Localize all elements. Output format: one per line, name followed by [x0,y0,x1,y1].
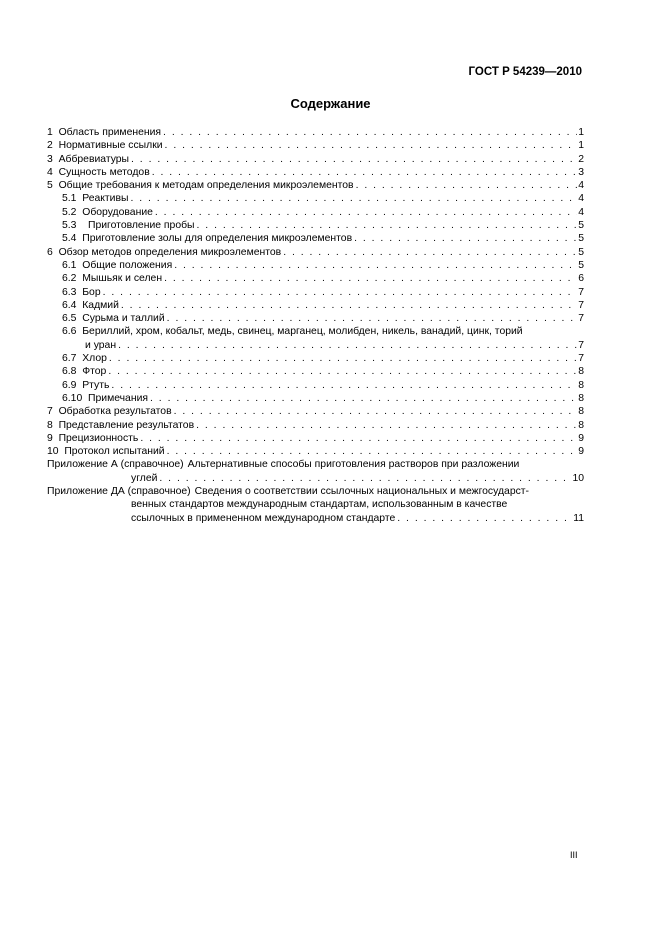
leader-dots [152,166,578,179]
leader-dots [150,392,577,405]
leader-dots [109,352,577,365]
toc-number: 5 [47,180,53,192]
toc-page: 4 [578,206,584,218]
toc-entry[interactable] [47,299,584,312]
document-code: ГОСТ Р 54239—2010 [468,66,582,78]
appendix-entry-continuation[interactable] [47,472,584,485]
toc-number: 6.5 [62,313,77,325]
toc-entry[interactable] [47,445,584,458]
toc-page: 7 [578,299,584,311]
leader-dots [118,339,577,352]
toc-page: 7 [578,313,584,325]
toc-title: Представление результатов [58,419,195,431]
toc-page: 4 [578,193,584,205]
leader-dots [108,365,577,378]
leader-dots [159,472,571,485]
toc-title: Общие требования к методам определения микроэлементов [58,180,354,192]
toc-entry[interactable] [47,179,584,192]
toc-title: Примечания [88,392,149,404]
toc-entry[interactable] [47,379,584,392]
appendix-entry[interactable] [47,458,584,471]
toc-number: 6.3 [62,286,77,298]
toc-number: 6.2 [62,273,77,285]
appendix-entry[interactable] [47,485,584,498]
leader-dots [163,126,577,139]
leader-dots [354,232,577,245]
toc-title: Протокол испытаний [64,446,165,458]
toc-entry[interactable] [47,286,584,299]
toc-number: 2 [47,140,53,152]
toc-title: Бериллий, хром, кобальт, медь, свинец, марганец, молибден, никель, ванадий, цинк, торий [82,326,523,338]
toc-entry[interactable] [47,259,584,272]
toc-title-continuation: и уран [85,339,117,351]
toc-title: Кадмий [82,299,119,311]
toc-title: Нормативные ссылки [58,140,163,152]
leader-dots [130,192,577,205]
toc-entry-continuation[interactable] [47,339,584,352]
toc-page: 7 [578,339,584,351]
toc-entry[interactable] [47,432,584,445]
toc-number: 3 [47,153,53,165]
toc-entry[interactable] [47,126,584,139]
page-title: Содержание [290,96,371,111]
toc-title: Аббревиатуры [58,153,130,165]
toc-page: 8 [578,366,584,378]
toc-number: 6.9 [62,379,77,391]
toc-title: Бор [82,286,101,298]
toc-number: 6.7 [62,353,77,365]
toc-entry[interactable] [47,419,584,432]
toc-page: 3 [578,166,584,178]
leader-dots [103,286,578,299]
toc-page: 5 [578,246,584,258]
toc-entry[interactable] [47,232,584,245]
appendix-title-line: углей [131,472,158,484]
toc-title: Приготовление пробы [82,220,195,232]
toc-page: 10 [572,472,584,484]
leader-dots [155,206,577,219]
toc-title: Обработка результатов [58,406,172,418]
appendix-title-line: венных стандартов международным стандартам, использованным в качестве [131,499,508,511]
leader-dots [167,312,578,325]
appendix-title-line: Сведения о соответствии ссылочных национальных и межгосударст- [194,486,530,498]
toc-title: Хлор [82,353,107,365]
toc-number: 6.10 [62,392,83,404]
toc-title: Область применения [58,127,162,138]
toc-number: 5.1 [62,193,77,205]
toc-entry[interactable] [47,246,584,259]
toc-page: 8 [578,379,584,391]
toc-entry[interactable] [47,352,584,365]
toc-title: Мышьяк и селен [82,273,163,285]
toc-entry[interactable] [47,219,584,232]
toc-page: 5 [578,233,584,245]
toc-entry[interactable] [47,365,584,378]
toc-page: 6 [578,273,584,285]
toc-title: Фтор [82,366,107,378]
toc-title: Обзор методов определения микроэлементов [58,246,282,258]
leader-dots [165,139,578,152]
toc-number: 5.2 [62,206,77,218]
leader-dots [196,419,577,432]
appendix-label: Приложение А (справочное) [47,459,184,471]
toc-page: 8 [578,419,584,431]
toc-page: 9 [578,446,584,458]
leader-dots [121,299,577,312]
toc-entry[interactable] [47,312,584,325]
toc-page: 7 [578,353,584,365]
appendix-title-line: Альтернативные способы приготовления растворов при разложении [187,459,520,471]
toc-number: 5.4 [62,233,77,245]
toc-entry[interactable] [47,139,584,152]
toc-page: 4 [578,180,584,192]
toc-page: 1 [578,127,584,138]
leader-dots [174,405,578,418]
leader-dots [111,379,577,392]
toc-number: 6.1 [62,259,77,271]
leader-dots [197,219,578,232]
toc-number: 5.3 [62,220,77,232]
toc-entry[interactable] [47,405,584,418]
toc-number: 8 [47,419,53,431]
toc-number: 6.4 [62,299,77,311]
toc-title: Реактивы [82,193,129,205]
toc-page: 2 [578,153,584,165]
leader-dots [174,259,577,272]
toc-number: 4 [47,166,53,178]
leader-dots [140,432,577,445]
toc-number: 6 [47,246,53,258]
toc-page: 8 [578,392,584,404]
toc-page: 1 [578,140,584,152]
appendix-label: Приложение ДА (справочное) [47,486,191,498]
toc-number: 7 [47,406,53,418]
toc-page: 5 [578,220,584,232]
toc-number: 9 [47,432,53,444]
toc-title: Оборудование [82,206,153,218]
leader-dots [356,179,578,192]
toc-page: 11 [573,512,584,524]
appendix-entry-continuation[interactable] [47,512,584,525]
page-number: III [570,850,578,860]
toc-title: Ртуть [82,379,110,391]
toc-number: 1 [47,127,53,138]
toc-title: Прецизионность [58,432,139,444]
toc-page: 8 [578,406,584,418]
toc-entry[interactable] [47,192,584,205]
appendix-title-line: ссылочных в примененном международном стандарте [131,512,396,524]
leader-dots [397,512,572,525]
table-of-contents [47,126,584,525]
toc-number: 10 [47,446,59,458]
toc-entry[interactable] [47,206,584,219]
leader-dots [131,153,577,166]
leader-dots [283,246,577,259]
toc-entry[interactable] [47,392,584,405]
toc-title: Общие положения [82,259,173,271]
toc-page: 9 [578,432,584,444]
toc-page: 5 [578,259,584,271]
toc-number: 6.8 [62,366,77,378]
leader-dots [164,272,577,285]
toc-title: Приготовление золы для определения микроэлементов [82,233,353,245]
toc-page: 7 [578,286,584,298]
toc-number: 6.6 [62,326,77,338]
leader-dots [167,445,578,458]
toc-entry-multiline[interactable] [47,325,584,338]
toc-entry[interactable] [47,153,584,166]
toc-title: Сурьма и таллий [82,313,165,325]
toc-entry[interactable] [47,272,584,285]
toc-title: Сущность методов [58,166,150,178]
toc-entry[interactable] [47,166,584,179]
